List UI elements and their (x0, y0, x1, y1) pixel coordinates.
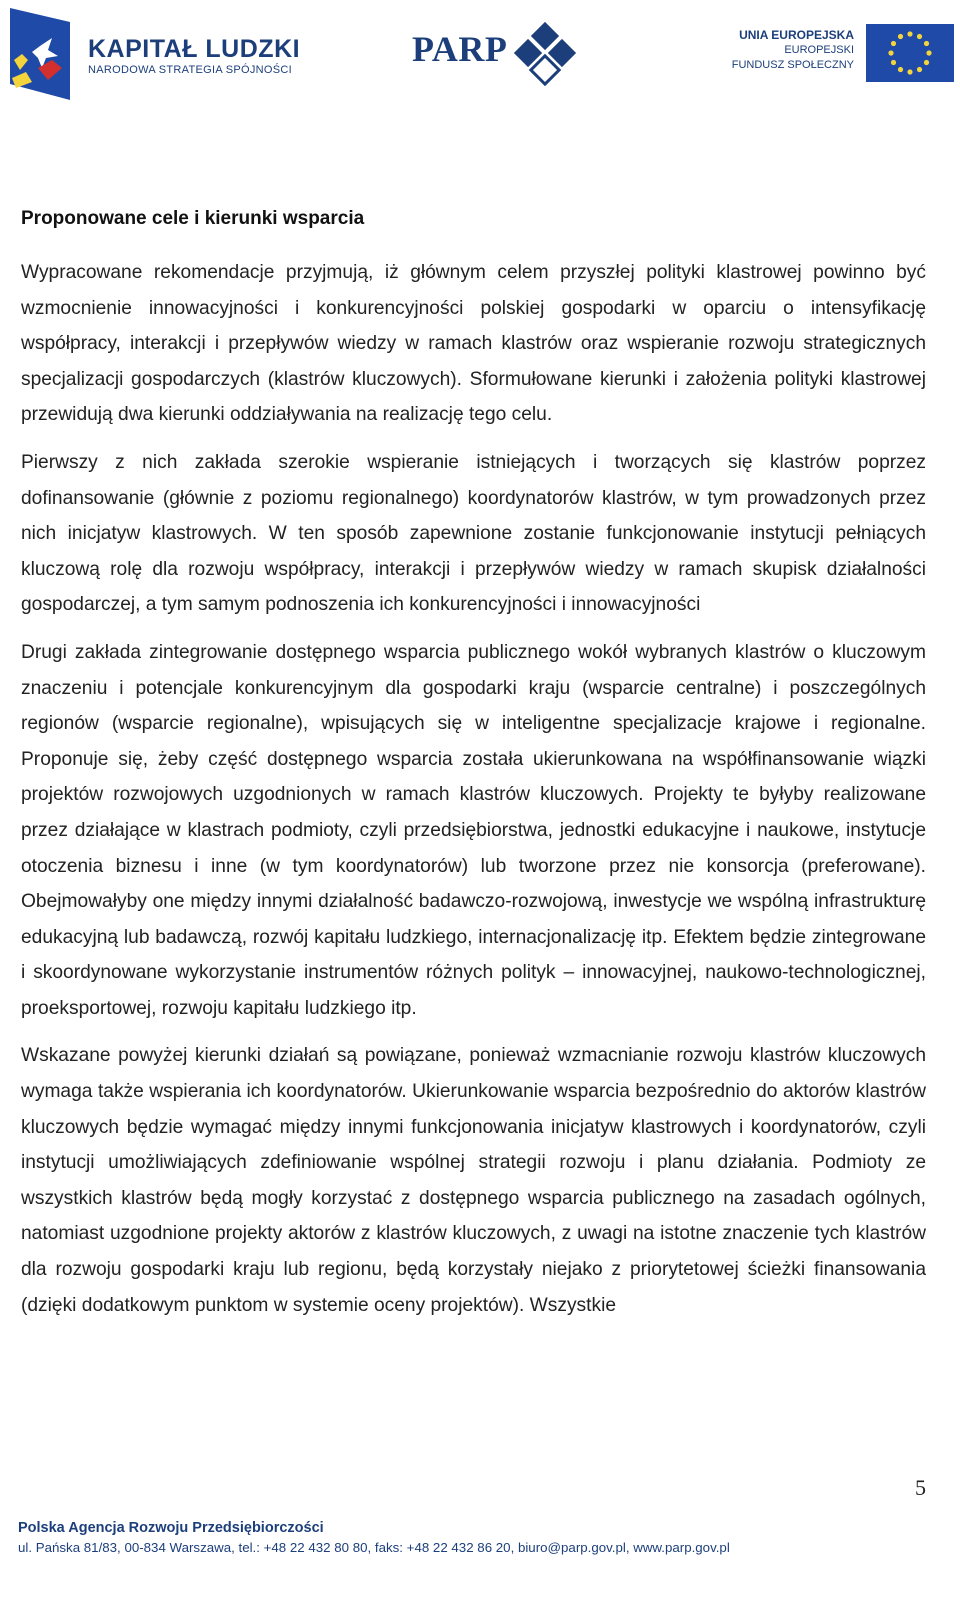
kapital-ludzki-title: KAPITAŁ LUDZKI (88, 35, 301, 63)
paragraph: Wypracowane rekomendacje przyjmują, iż głównym celem przyszłej polityki klastrowej powinno być wzmocnienie innowacyjności i konkurencyjności polskiej gospodarki w oparciu o intensyfikację współpracy, interakcji i przepływów wiedzy w ramach klastrów oraz wspieranie rozwoju strategicznych specjalizacji gospodarczych (klastrów kluczowych). Sformułowane kierunki i założenia polityki klastrowej przewidują dwa kierunki oddziaływania na realizację tego celu. (21, 262, 926, 426)
eu-flag-icon (866, 24, 954, 82)
page-number: 5 (915, 1475, 926, 1500)
document-body (21, 205, 926, 1335)
paragraph: Drugi zakłada zintegrowanie dostępnego wsparcia publicznego wokół wybranych klastrów o kluczowym znaczeniu i potencjale konkurencyjnym dla gospodarki kraju (wsparcie centralne) i poszczególnych regionów (wsparcie regionalne), wpisujących się w inteligentne specjalizacje krajowe i regionalne. Proponuje się, żeby część dostępnego wsparcia została ukierunkowana na współfinansowanie wiązki projektów rozwojowych uzgodnionych w ramach klastrów kluczowych. Projekty te byłyby realizowane przez działające w klastrach podmioty, czyli przedsiębiorstwa, jednostki edukacyjne i naukowe, instytucje otoczenia biznesu i inne (w tym koordynatorów) lub tworzone przez nie konsorcja (preferowane). Obejmowałyby one między innymi działalność badawczo-rozwojową, inwestycje we wspólną infrastrukturę edukacyjną lub badawczą, rozwój kapitału ludzkiego, internacjonalizację itp. Efektem będzie zintegrowane i skoordynowane wykorzystanie instrumentów różnych polityk – innowacyjnej, naukowo-technologicznej, proeksportowej, rozwoju kapitału ludzkiego itp. (21, 641, 926, 1019)
parp-logo-text: PARP (412, 29, 508, 69)
eu-name: UNIA EUROPEJSKA (739, 28, 854, 42)
section-heading: Proponowane cele i kierunki wsparcia (21, 208, 365, 229)
page-header (0, 0, 960, 110)
footer-contact: ul. Pańska 81/83, 00-834 Warszawa, tel.: +48 22 432 80 80, faks: +48 22 432 86 20, biuro@parp.gov.pl, www.parp.gov.pl (18, 1540, 730, 1555)
paragraph: Wskazane powyżej kierunki działań są powiązane, ponieważ wzmacnianie rozwoju klastrów kluczowych wymaga także wspierania ich koordynatorów. Ukierunkowanie wsparcia bezpośrednio do aktorów klastrów kluczowych będzie wymagać między innymi funkcjonowania inicjatyw klastrowych i koordynatorów, czyli instytucji umożliwiających zdefiniowanie wspólnej strategii rozwoju i planu działania. Podmioty ze wszystkich klastrów będą mogły korzystać z dostępnego wsparcia publicznego na zasadach ogólnych, natomiast uzgodnione projekty aktorów z klastrów kluczowych, z uwagi na istotne znaczenie tych klastrów dla rozwoju gospodarki kraju lub regionu, będą korzystały niejako z priorytetowej ścieżki finansowania (dzięki dodatkowym punktom w systemie oceny projektów). Wszystkie (21, 1045, 926, 1316)
footer-organization: Polska Agencja Rozwoju Przedsiębiorczości (18, 1520, 324, 1536)
eu-logo (718, 24, 954, 84)
paragraph: Pierwszy z nich zakłada szerokie wspieranie istniejących i tworzących się klastrów poprzez dofinansowanie (głównie z poziomu regionalnego) koordynatorów klastrów, w tym prowadzonych przez nich inicjatyw klastrowych. W ten sposób zapewnione zostanie funkcjonowanie instytucji pełniących kluczową rolę dla rozwoju współpracy, interakcji i przepływów wiedzy w ramach skupisk działalności gospodarczej, a tym samym podnoszenia ich konkurencyjności i innowacyjności (21, 451, 926, 616)
eu-fund-line1: EUROPEJSKI (784, 44, 854, 56)
kapital-ludzki-emblem-icon (8, 8, 80, 100)
parp-logo (412, 20, 582, 86)
kapital-ludzki-subtitle: NARODOWA STRATEGIA SPÓJNOŚCI (88, 64, 292, 76)
parp-emblem-icon (512, 20, 578, 86)
kapital-ludzki-logo (8, 8, 308, 100)
page-footer (18, 1518, 730, 1558)
eu-fund-line2: FUNDUSZ SPOŁECZNY (731, 59, 854, 71)
